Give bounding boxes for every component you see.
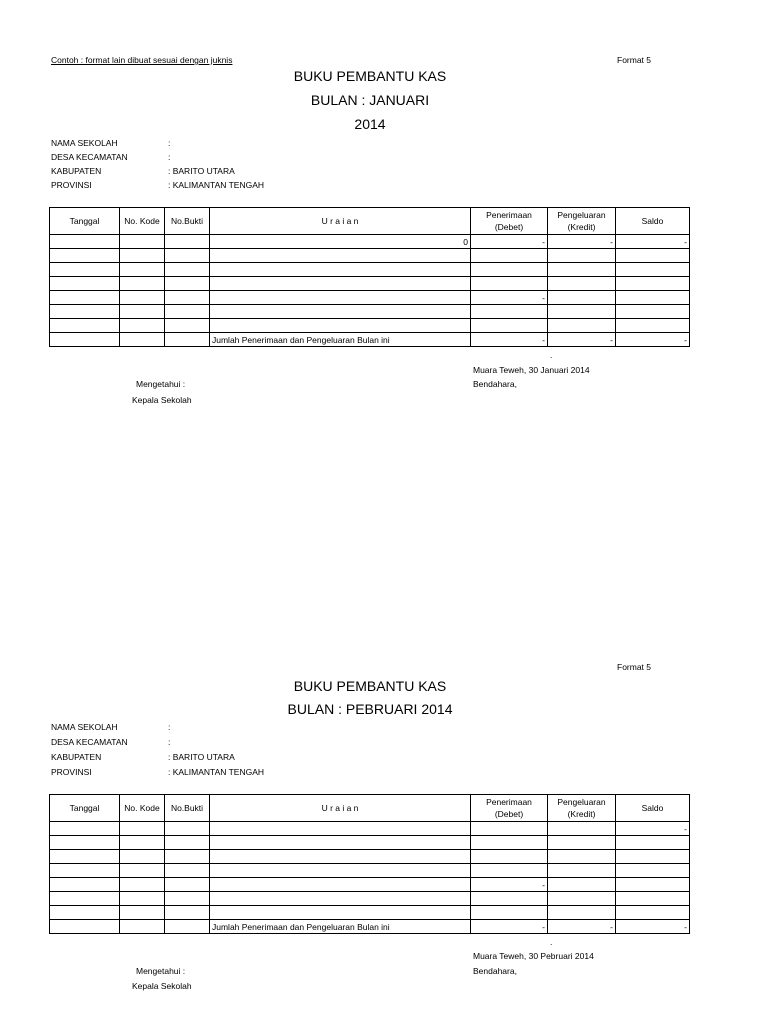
cell-date [50, 850, 120, 864]
cell-receipt [165, 850, 210, 864]
cell-description [210, 249, 471, 263]
cell-debit [471, 892, 548, 906]
cell-debit [471, 263, 548, 277]
cell-empty [120, 333, 165, 347]
total-row [50, 920, 690, 934]
cash-ledger-table [49, 794, 690, 934]
cell-credit [548, 263, 616, 277]
cell-code [120, 892, 165, 906]
table-row [50, 263, 690, 277]
village-label: DESA KECAMATAN [51, 737, 128, 747]
cell-credit [548, 878, 616, 892]
cell-date [50, 822, 120, 836]
total-debit: - [471, 920, 548, 934]
cell-balance [616, 906, 690, 920]
regency-value: : BARITO UTARA [168, 752, 235, 762]
cell-credit [548, 305, 616, 319]
cell-code [120, 235, 165, 249]
cell-description [210, 319, 471, 333]
cell-credit [548, 892, 616, 906]
village-value: : [168, 152, 171, 162]
cell-credit [548, 319, 616, 333]
principal-label: Kepala Sekolah [132, 395, 192, 405]
province-label: PROVINSI [51, 180, 92, 190]
col-balance: Saldo [616, 208, 690, 235]
total-credit: - [548, 333, 616, 347]
cell-date [50, 906, 120, 920]
cell-date [50, 892, 120, 906]
cell-balance [616, 249, 690, 263]
province-value: : KALIMANTAN TENGAH [168, 180, 265, 190]
cell-receipt [165, 864, 210, 878]
cell-credit [548, 291, 616, 305]
cell-receipt [165, 878, 210, 892]
cell-date [50, 836, 120, 850]
cell-description [210, 277, 471, 291]
col-credit: Pengeluaran (Kredit) [548, 208, 616, 235]
table-row [50, 291, 690, 305]
cell-description [210, 291, 471, 305]
page-title: BUKU PEMBANTU KAS [293, 678, 447, 694]
col-date: Tanggal [50, 208, 120, 235]
cell-date [50, 878, 120, 892]
table-row [50, 305, 690, 319]
page-title: BUKU PEMBANTU KAS [293, 68, 447, 84]
cell-date [50, 263, 120, 277]
total-label: Jumlah Penerimaan dan Pengeluaran Bulan ini [210, 920, 471, 934]
format-label: Format 5 [617, 55, 652, 65]
cell-code [120, 277, 165, 291]
cell-debit [471, 249, 548, 263]
regency-label: KABUPATEN [51, 166, 102, 176]
format-label: Format 5 [617, 662, 652, 672]
cell-balance [616, 305, 690, 319]
total-debit: - [471, 333, 548, 347]
regency-label: KABUPATEN [51, 752, 102, 762]
total-credit: - [548, 920, 616, 934]
table-row [50, 892, 690, 906]
treasurer-label: Bendahara, [473, 966, 517, 976]
table-row [50, 878, 690, 892]
cell-debit [471, 319, 548, 333]
year-title: 2014 [354, 116, 386, 132]
month-title: BULAN : JANUARI [310, 92, 430, 108]
cell-description [210, 263, 471, 277]
cell-receipt [165, 277, 210, 291]
cell-debit [471, 305, 548, 319]
province-value: : KALIMANTAN TENGAH [168, 767, 265, 777]
school-label: NAMA SEKOLAH [51, 722, 118, 732]
cell-receipt [165, 235, 210, 249]
cell-credit [548, 249, 616, 263]
cell-date [50, 291, 120, 305]
col-receipt: No.Bukti [165, 795, 210, 822]
col-balance: Saldo [616, 795, 690, 822]
col-date: Tanggal [50, 795, 120, 822]
col-credit: Pengeluaran (Kredit) [548, 795, 616, 822]
cell-balance [616, 319, 690, 333]
cell-code [120, 864, 165, 878]
cell-receipt [165, 305, 210, 319]
cell-description [210, 878, 471, 892]
cell-code [120, 263, 165, 277]
cell-balance: - [616, 235, 690, 249]
table-row [50, 319, 690, 333]
cell-empty [120, 920, 165, 934]
cell-balance [616, 864, 690, 878]
cell-credit [548, 850, 616, 864]
cell-code [120, 319, 165, 333]
cell-description [210, 305, 471, 319]
school-label: NAMA SEKOLAH [51, 138, 118, 148]
principal-label: Kepala Sekolah [132, 981, 192, 991]
cell-date [50, 319, 120, 333]
cell-receipt [165, 249, 210, 263]
cell-debit [471, 864, 548, 878]
dot-mark: . [550, 937, 553, 947]
cell-description [210, 864, 471, 878]
cell-credit [548, 906, 616, 920]
school-value: : [168, 138, 171, 148]
total-label: Jumlah Penerimaan dan Pengeluaran Bulan ini [210, 333, 471, 347]
cell-empty [50, 333, 120, 347]
table-row [50, 850, 690, 864]
village-value: : [168, 737, 171, 747]
cell-date [50, 864, 120, 878]
col-code: No. Kode [120, 795, 165, 822]
cell-empty [50, 920, 120, 934]
cell-receipt [165, 291, 210, 305]
cell-empty [165, 920, 210, 934]
cell-code [120, 291, 165, 305]
cell-debit: - [471, 291, 548, 305]
cell-code [120, 906, 165, 920]
cell-receipt [165, 263, 210, 277]
cell-code [120, 249, 165, 263]
col-receipt: No.Bukti [165, 208, 210, 235]
table-row [50, 906, 690, 920]
table-row [50, 864, 690, 878]
cell-balance [616, 850, 690, 864]
total-row [50, 333, 690, 347]
cell-debit [471, 906, 548, 920]
cell-code [120, 878, 165, 892]
cell-date [50, 277, 120, 291]
place-date: Muara Teweh, 30 Pebruari 2014 [473, 951, 594, 961]
cell-balance [616, 878, 690, 892]
cell-balance [616, 291, 690, 305]
cell-code [120, 850, 165, 864]
cell-balance [616, 263, 690, 277]
cell-debit [471, 822, 548, 836]
col-code: No. Kode [120, 208, 165, 235]
cell-empty [165, 333, 210, 347]
cell-receipt [165, 836, 210, 850]
province-label: PROVINSI [51, 767, 92, 777]
cell-balance [616, 892, 690, 906]
cell-balance [616, 836, 690, 850]
cell-balance [616, 277, 690, 291]
cell-credit [548, 822, 616, 836]
table-header-row [50, 795, 690, 822]
cell-date [50, 235, 120, 249]
table-header-row [50, 208, 690, 235]
cell-description [210, 850, 471, 864]
cell-description [210, 822, 471, 836]
col-description: U r a i a n [210, 795, 471, 822]
cell-debit: - [471, 235, 548, 249]
table-row [50, 249, 690, 263]
table-row [50, 822, 690, 836]
cell-balance: - [616, 822, 690, 836]
cell-code [120, 305, 165, 319]
place-date: Muara Teweh, 30 Januari 2014 [473, 365, 590, 375]
cell-code [120, 836, 165, 850]
village-label: DESA KECAMATAN [51, 152, 128, 162]
cell-credit [548, 277, 616, 291]
col-debit: Penerimaan (Debet) [471, 208, 548, 235]
cell-receipt [165, 319, 210, 333]
total-balance: - [616, 333, 690, 347]
cell-description [210, 836, 471, 850]
table-row [50, 277, 690, 291]
cell-description [210, 892, 471, 906]
acknowledged-label: Mengetahui : [136, 966, 186, 976]
regency-value: : BARITO UTARA [168, 166, 235, 176]
cell-date [50, 305, 120, 319]
table-row [50, 235, 690, 249]
cell-credit [548, 836, 616, 850]
cell-description [210, 906, 471, 920]
cell-receipt [165, 892, 210, 906]
table-row [50, 836, 690, 850]
school-value: : [168, 722, 171, 732]
cell-credit: - [548, 235, 616, 249]
treasurer-label: Bendahara, [473, 379, 517, 389]
cell-date [50, 249, 120, 263]
guideline-note: Contoh : format lain dibuat sesuai dengan juknis [51, 55, 233, 65]
dot-mark: . [550, 350, 553, 360]
cell-code [120, 822, 165, 836]
col-description: U r a i a n [210, 208, 471, 235]
cell-debit: - [471, 878, 548, 892]
cash-ledger-table [49, 207, 690, 347]
col-debit: Penerimaan (Debet) [471, 795, 548, 822]
cell-debit [471, 836, 548, 850]
cell-debit [471, 277, 548, 291]
cell-receipt [165, 822, 210, 836]
cell-description: 0 [210, 235, 471, 249]
month-title: BULAN : PEBRUARI 2014 [287, 701, 453, 717]
cell-receipt [165, 906, 210, 920]
cell-debit [471, 850, 548, 864]
acknowledged-label: Mengetahui : [136, 379, 186, 389]
total-balance: - [616, 920, 690, 934]
cell-credit [548, 864, 616, 878]
